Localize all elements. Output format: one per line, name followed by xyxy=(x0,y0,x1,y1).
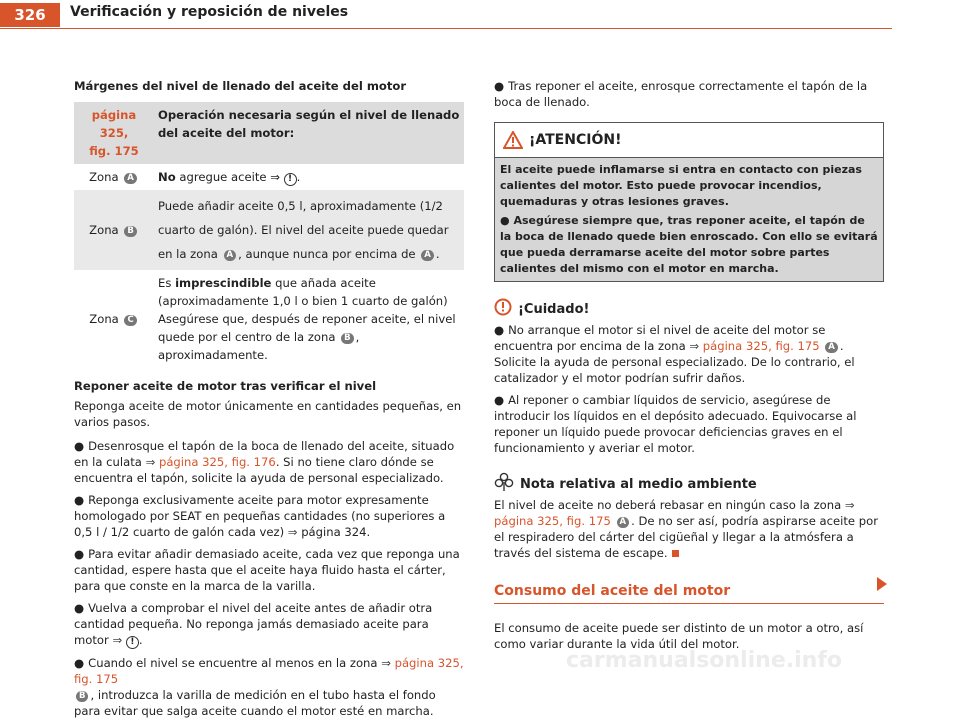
oil-level-table xyxy=(74,102,464,368)
page-number: 326 xyxy=(0,3,60,27)
warning-title: ¡ATENCIÓN! xyxy=(529,132,622,148)
zone-badge: A xyxy=(825,342,838,353)
op-cell xyxy=(154,270,464,368)
oil-margins-title: Márgenes del nivel de llenado del aceite del motor xyxy=(74,79,407,93)
table-row xyxy=(74,190,464,270)
op-text: agregue aceite ⇒ xyxy=(175,170,284,184)
caution-circle-icon xyxy=(494,298,512,316)
consumo-text: El consumo de aceite puede ser distinto de un motor a otro, así como variar durante la vida útil del motor. xyxy=(494,621,864,651)
op-text: . xyxy=(435,247,440,261)
op-text: que añada aceite (aproximadamente 1,0 l o bien 1 cuarto de galón) Asegúrese que, después de xyxy=(158,276,448,326)
environment-heading: Nota relativa al medio ambiente xyxy=(494,472,884,493)
op-text: aproximadamente. xyxy=(158,348,268,362)
fig-175-link-cont: fig. 175 xyxy=(89,144,139,158)
reponer-title: Reponer aceite de motor tras verificar el nivel xyxy=(74,379,377,393)
op-cell xyxy=(154,190,464,270)
zone-cell xyxy=(74,190,154,270)
zone-badge: B xyxy=(76,691,88,702)
zone-cell xyxy=(74,270,154,368)
page-header xyxy=(0,0,960,30)
zone-badge: B xyxy=(341,333,353,344)
fig-175-link[interactable]: página 325, fig. 175 xyxy=(494,514,611,528)
zone-badge: A xyxy=(617,517,630,528)
caution-heading: ¡Cuidado! xyxy=(494,298,884,318)
op-text: Es xyxy=(158,276,176,290)
list-item: ● Al reponer o cambiar líquidos de servicio, asegúrese de introducir los líquidos en el depósito adecuado. Equivocarse al reponer un líquido puede provocar deficiencias graves en el funcionamiento y averiar el motor. xyxy=(494,393,857,455)
fig-176-link[interactable]: página 325, fig. 176 xyxy=(158,455,276,469)
warning-body xyxy=(495,158,883,281)
warning-text: ● Asegúrese siempre que, tras reponer aceite, el tapón de la boca de llenado quede bien enroscado. Con ello se evitará que pueda derramarse aceite del motor sobre partes calientes del mismo con el motor en marcha. xyxy=(500,214,878,275)
op-text: aunque nunca por encima de xyxy=(245,247,420,261)
caution-icon: ! xyxy=(284,173,297,186)
watermark: carmanualsonline.info xyxy=(566,648,842,673)
list-item: ● Reponga exclusivamente aceite para motor expresamente homologado por SEAT en pequeñas cantidades (no superiores a 0,5 l / 1/2 cuarto de galón cada vez) ⇒ página 324. xyxy=(74,493,446,539)
table-header-ref xyxy=(74,102,154,164)
zone-label: Zona xyxy=(89,312,119,326)
zone-label: Zona xyxy=(89,223,119,237)
zone-badge: A xyxy=(224,250,237,261)
warning-header xyxy=(495,123,883,158)
table-header xyxy=(74,102,464,164)
table-header-op: Operación necesaria según el nivel de llenado del aceite del motor: xyxy=(154,102,464,164)
fig-175-link[interactable]: página 325, fig. 175 xyxy=(702,339,820,353)
warning-box xyxy=(494,122,884,282)
zone-badge: A xyxy=(421,250,434,261)
list-item: ● No arranque el motor si el nivel de aceite del motor se encuentra por encima de la zona ⇒ página 325, fig. 175 A . Solicite la ayuda de personal especializado. De lo contrario, el catalizador y el motor podrían sufrir daños. xyxy=(494,323,855,385)
consumo-heading: Consumo del aceite del motor xyxy=(494,583,731,599)
warning-triangle-icon xyxy=(503,131,523,149)
op-text: Puede añadir aceite 0,5 l, aproximadamente (1/2 cuarto de galón). El nivel del aceite puede quedar en la zona xyxy=(158,199,449,261)
fig-175-link[interactable]: página 325, xyxy=(91,108,137,140)
table-row xyxy=(74,164,464,190)
op-bold: imprescindible xyxy=(175,276,272,290)
list-item: ● Desenrosque el tapón de la boca de llenado del aceite, situado en la culata ⇒ página 325, fig. 176. Si no tiene claro dónde se encuentra el tapón, solicite la ayuda de personal especializado. xyxy=(74,439,455,485)
zone-badge: A xyxy=(124,173,137,184)
environment-icon xyxy=(494,472,514,492)
zone-label: Zona xyxy=(89,170,119,184)
header-rule xyxy=(0,28,892,29)
environment-text: El nivel de aceite no deberá rebasar en ningún caso la zona ⇒ página 325, fig. 175 A . De no ser así, podría aspirarse aceite por el respiradero del cárter del cigüeñal y llegar a la atmósfera a través del sistema de escape. xyxy=(494,498,878,560)
left-column xyxy=(74,78,464,719)
op-text-end: . xyxy=(296,170,301,184)
next-page-arrow-icon[interactable] xyxy=(877,577,887,591)
list-item: ● Cuando el nivel se encuentre al menos en la zona ⇒ página 325, fig. 175 B , introduzca la varilla de medición en el tubo hasta el fondo para evitar que salga aceite cuando el motor esté en marcha. xyxy=(74,656,464,718)
list-item: ● Para evitar añadir demasiado aceite, cada vez que reponga una cantidad, espere hasta que el aceite haya fluido hasta el cárter, para que conste en la marca de la varilla. xyxy=(74,547,460,593)
op-bold: No xyxy=(158,170,176,184)
right-column xyxy=(494,78,884,652)
op-cell xyxy=(154,164,464,190)
consumo-rule xyxy=(494,603,884,604)
list-item: ● Tras reponer el aceite, enrosque correctamente el tapón de la boca de llenado. xyxy=(494,79,868,109)
zone-badge: C xyxy=(124,315,136,326)
reponer-intro: Reponga aceite de motor únicamente en cantidades pequeñas, en varios pasos. xyxy=(74,399,462,429)
op-text: , xyxy=(355,330,360,344)
zone-cell xyxy=(74,164,154,190)
op-text: , xyxy=(238,247,242,261)
op-text: reponer aceite, el nivel quede por el centro de la zona xyxy=(158,312,456,344)
end-marker-icon xyxy=(672,550,679,557)
list-item: ● Vuelva a comprobar el nivel del aceite antes de añadir otra cantidad pequeña. No reponga jamás demasiado aceite para motor ⇒ ! . xyxy=(74,601,433,647)
zone-badge: B xyxy=(124,226,136,237)
table-row xyxy=(74,270,464,368)
caution-icon: ! xyxy=(126,636,139,649)
warning-text: El aceite puede inflamarse si entra en contacto con piezas calientes del motor. Esto puede provocar incendios, quemaduras y otras lesiones graves. xyxy=(500,163,862,208)
page-title: Verificación y reposición de niveles xyxy=(70,4,349,20)
fig-175-link[interactable]: página 325, fig. 175 xyxy=(74,656,464,686)
